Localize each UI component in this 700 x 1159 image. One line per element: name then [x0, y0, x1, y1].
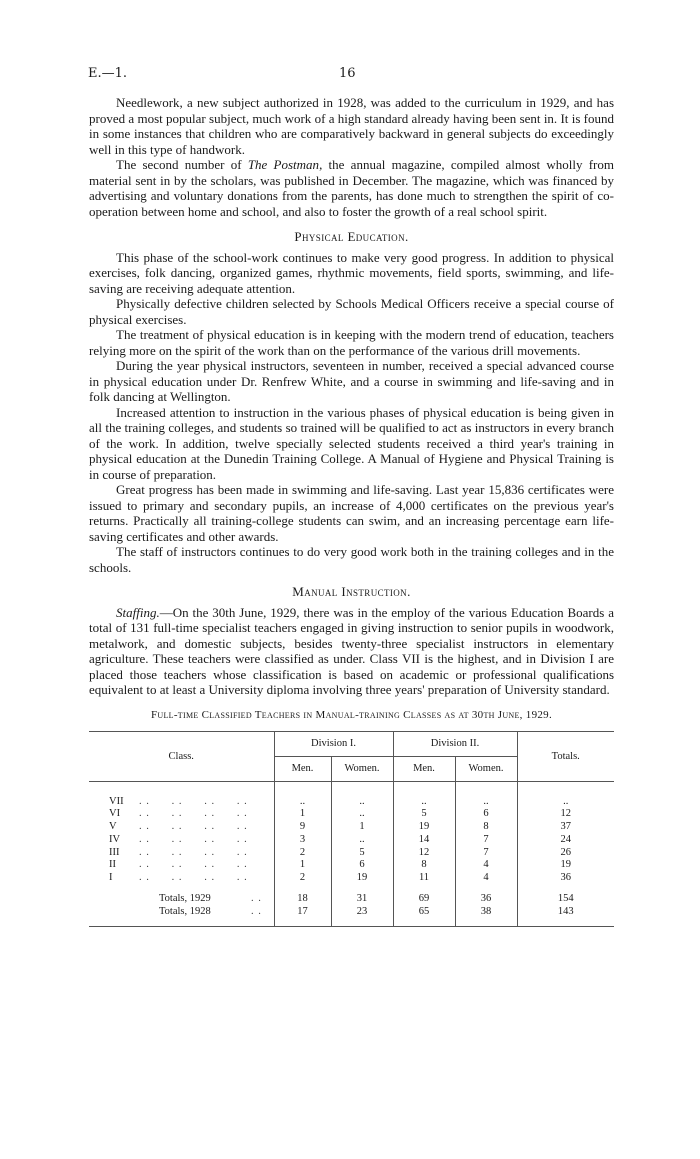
- row-class-label: III: [109, 846, 120, 858]
- cell-total: 26: [517, 847, 614, 860]
- cell-total: ..: [517, 796, 614, 809]
- totals-cell-d2-women: 36: [455, 893, 517, 906]
- cell-d1-men: 1: [274, 859, 331, 872]
- row-class-label: VII: [109, 795, 124, 807]
- row-leader-dots: . . . . . . . .: [139, 846, 248, 858]
- row-class-cell: [89, 859, 274, 872]
- paragraph-pe-6: Great progress has been made in swimming and life-saving. Last year 15,836 certificates were issued to primary and secondary pupils, an increase of 4,000 certificates on the previous year's returns. Practically all training-college students can swim, and an increasing percentage earn life-saving certificates and other awards.: [89, 482, 614, 544]
- cell-d2-men: 8: [393, 859, 455, 872]
- cell-d1-men: 2: [274, 847, 331, 860]
- cell-d1-men: 9: [274, 821, 331, 834]
- cell-d2-women: 4: [455, 859, 517, 872]
- cell-d2-men: 14: [393, 834, 455, 847]
- header-d2-men: Men.: [393, 757, 455, 782]
- row-class-cell: [89, 796, 274, 809]
- totals-row: [89, 893, 614, 906]
- paragraph-pe-5: Increased attention to instruction in the various phases of physical education is being given in all the training colleges, and students so trained will be qualified to act as instructors in every branch of the work. In addition, twelve specially selected students received a third year's training in physical education at the Dunedin Training College. A Manual of Hygiene and Physical Training is in course of preparation.: [89, 404, 614, 482]
- cell-d1-women: 5: [331, 847, 393, 860]
- table-row: [89, 808, 614, 821]
- totals-label: Totals, 1928: [159, 905, 211, 917]
- paragraph-pe-4: During the year physical instructors, seventeen in number, received a special advanced course in physical education under Dr. Renfrew White, and a course in swimming and life-saving and in folk dancing at Wellington.: [89, 358, 614, 404]
- row-class-label: II: [109, 859, 116, 871]
- table-row: [89, 796, 614, 809]
- header-totals: Totals.: [517, 732, 614, 782]
- paragraph-pe-2: Physically defective children selected by Schools Medical Officers receive a special course of physical exercises.: [89, 296, 614, 327]
- row-leader-dots: . . . . . . . .: [139, 821, 248, 833]
- row-class-cell: [89, 821, 274, 834]
- totals-cell-total: 143: [517, 906, 614, 919]
- header-d2-women: Women.: [455, 757, 517, 782]
- totals-cell-d1-men: 18: [274, 893, 331, 906]
- table-totals: [89, 885, 614, 919]
- row-leader-dots: . . . . . . . .: [139, 808, 248, 820]
- cell-d2-men: 12: [393, 847, 455, 860]
- paragraph-staffing: Staffing.—On the 30th June, 1929, there was in the employ of the various Education Boards a total of 131 full-time specialist teachers engaged in giving instruction to senior pupils in woodwork, metalwork, and domestic subjects, besides twenty-three specialist instructors in elementary agriculture. These teachers were classified as under. Class VII is the highest, and in Division I are placed those teachers whose classification is based on academic or professional qualifications equivalent to at least a University diploma involving three years' preparation of University standard.: [89, 604, 614, 697]
- cell-d2-men: 19: [393, 821, 455, 834]
- table-row: [89, 859, 614, 872]
- row-leader-dots: . . . . . . . .: [139, 833, 248, 845]
- paragraph-pe-3: The treatment of physical education is in keeping with the modern trend of education, teachers relying more on the spirit of the work than on the performance of the various drill movements.: [89, 327, 614, 358]
- header-division-2: Division II.: [393, 732, 517, 757]
- table-row: [89, 821, 614, 834]
- totals-label-cell: [89, 906, 274, 919]
- paragraph-postman: The second number of The Postman, the annual magazine, compiled almost wholly from material sent in by the scholars, was published in December. The magazine, which was financed by advertising and voluntary donations from the parents, has done much to strengthen the spirit of co-operation between home and school, and also to foster the growth of a real school spirit.: [89, 157, 614, 219]
- totals-cell-d2-men: 69: [393, 893, 455, 906]
- totals-cell-d1-women: 31: [331, 893, 393, 906]
- heading-manual-instruction: Manual Instruction.: [292, 584, 411, 599]
- row-class-label: IV: [109, 833, 121, 845]
- cell-d2-women: 6: [455, 808, 517, 821]
- table-body: [89, 782, 614, 886]
- heading-physical-education: Physical Education.: [294, 229, 409, 244]
- cell-total: 19: [517, 859, 614, 872]
- table-row: [89, 847, 614, 860]
- cell-d1-women: ..: [331, 834, 393, 847]
- cell-total: 37: [517, 821, 614, 834]
- cell-d2-women: 7: [455, 847, 517, 860]
- row-class-label: V: [109, 821, 117, 833]
- totals-cell-d2-men: 65: [393, 906, 455, 919]
- totals-leader-dots: . .: [251, 893, 262, 905]
- cell-total: 24: [517, 834, 614, 847]
- row-class-cell: [89, 808, 274, 821]
- row-class-cell: [89, 847, 274, 860]
- totals-cell-total: 154: [517, 893, 614, 906]
- cell-d1-women: ..: [331, 808, 393, 821]
- paragraph-needlework: Needlework, a new subject authorized in 1928, was added to the curriculum in 1929, and has proved a most popular subject, much work of a high standard already having been sent in. It is found in some instances that children who are comparatively backward in general subjects do exceedingly well in this type of handwork.: [89, 95, 614, 157]
- header-division-1: Division I.: [274, 732, 393, 757]
- header-d1-women: Women.: [331, 757, 393, 782]
- paragraph-pe-1: This phase of the school-work continues to make very good progress. In addition to physical exercises, folk dancing, organized games, rhythmic movements, field sports, swimming, and life-saving are receiving adequate attention.: [89, 249, 614, 296]
- totals-cell-d2-women: 38: [455, 906, 517, 919]
- totals-cell-d1-women: 23: [331, 906, 393, 919]
- cell-d2-women: 8: [455, 821, 517, 834]
- table-row: [89, 872, 614, 885]
- totals-leader-dots: . .: [251, 905, 262, 917]
- magazine-title: The Postman: [247, 157, 320, 172]
- row-class-cell: [89, 834, 274, 847]
- row-leader-dots: . . . . . . . .: [139, 795, 248, 807]
- cell-d2-women: 4: [455, 872, 517, 885]
- cell-d1-women: 6: [331, 859, 393, 872]
- cell-total: 36: [517, 872, 614, 885]
- cell-d2-women: ..: [455, 796, 517, 809]
- body-text: [89, 95, 614, 927]
- cell-d1-women: 19: [331, 872, 393, 885]
- table-row: [89, 834, 614, 847]
- row-leader-dots: . . . . . . . .: [139, 872, 248, 884]
- teachers-table: [89, 731, 614, 927]
- cell-d1-women: ..: [331, 796, 393, 809]
- header-d1-men: Men.: [274, 757, 331, 782]
- cell-d1-men: 3: [274, 834, 331, 847]
- cell-d1-men: 1: [274, 808, 331, 821]
- row-leader-dots: . . . . . . . .: [139, 859, 248, 871]
- totals-label-cell: [89, 893, 274, 906]
- cell-d2-women: 7: [455, 834, 517, 847]
- cell-d2-men: ..: [393, 796, 455, 809]
- cell-d2-men: 5: [393, 808, 455, 821]
- section-code: E.—1.: [88, 66, 128, 81]
- totals-row: [89, 906, 614, 919]
- cell-total: 12: [517, 808, 614, 821]
- row-class-label: VI: [109, 808, 121, 820]
- row-class-cell: [89, 872, 274, 885]
- totals-cell-d1-men: 17: [274, 906, 331, 919]
- page-number: 16: [339, 66, 356, 81]
- staffing-label: Staffing.: [116, 604, 160, 620]
- cell-d1-men: ..: [274, 796, 331, 809]
- totals-label: Totals, 1929: [159, 893, 211, 905]
- paragraph-pe-7: The staff of instructors continues to do very good work both in the training colleges and in the schools.: [89, 544, 614, 575]
- cell-d2-men: 11: [393, 872, 455, 885]
- table-title: Full-time Classified Teachers in Manual-training Classes as at 30th June, 1929.: [150, 708, 553, 721]
- cell-d1-women: 1: [331, 821, 393, 834]
- header-class: Class.: [89, 732, 274, 782]
- row-class-label: I: [109, 872, 113, 884]
- cell-d1-men: 2: [274, 872, 331, 885]
